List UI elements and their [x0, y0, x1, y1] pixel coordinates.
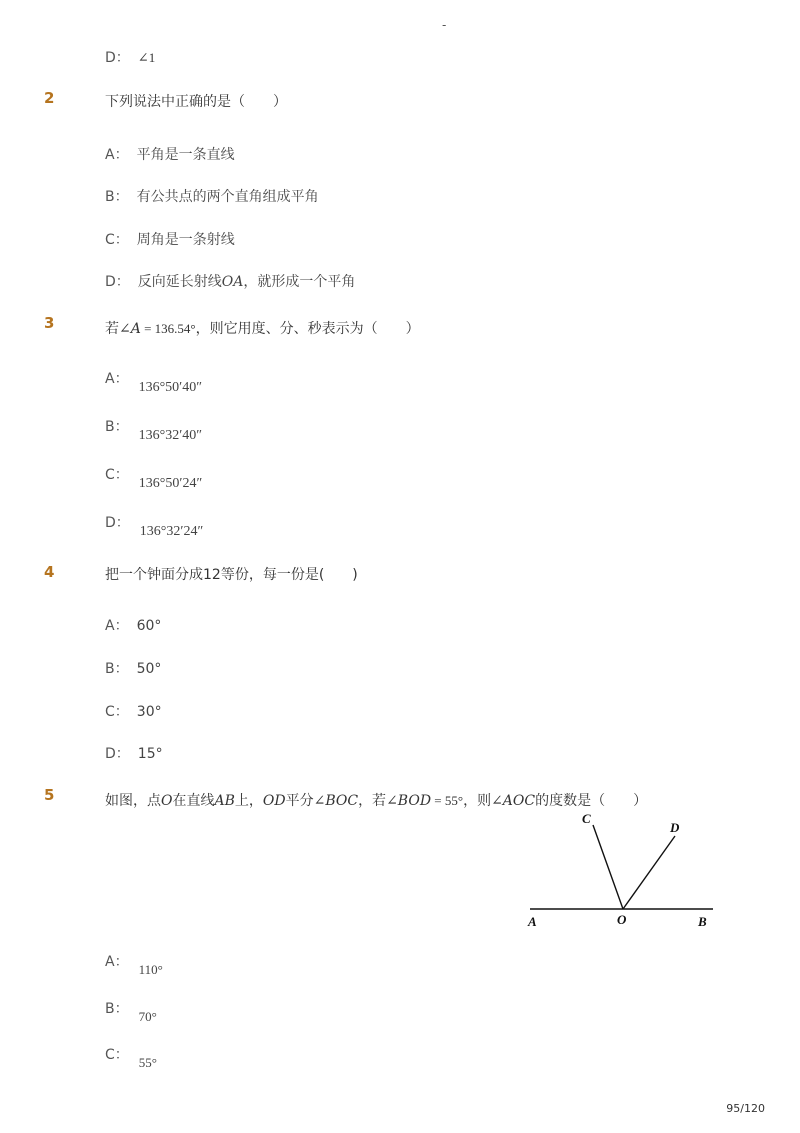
- option-text: 有公共点的两个直角组成平角: [136, 189, 319, 205]
- question-number-2: 2: [44, 89, 55, 107]
- question-text-part: 若: [105, 321, 119, 337]
- q3-option-a[interactable]: [105, 371, 203, 395]
- math-point-o: O: [161, 793, 173, 809]
- option-value: 136°32′24″: [139, 524, 204, 539]
- question-text-part: 平分: [285, 793, 314, 809]
- question-text-2: 下列说法中正确的是（ ）: [105, 94, 287, 110]
- prev-question-option-d[interactable]: [105, 47, 155, 67]
- q4-option-a[interactable]: [105, 615, 161, 635]
- question-text-part: ，若: [358, 793, 387, 809]
- q2-option-c[interactable]: [105, 229, 235, 249]
- question-text-part: 的度数是（ ）: [535, 793, 648, 809]
- q5-option-a[interactable]: [105, 955, 163, 975]
- option-label: A：: [105, 618, 129, 634]
- label-a: A: [528, 914, 537, 929]
- option-label: C：: [105, 467, 129, 483]
- option-value: 55°: [138, 1055, 157, 1070]
- option-value: 50°: [136, 661, 162, 677]
- ray-od: [623, 836, 675, 909]
- option-label: B：: [105, 189, 129, 205]
- option-label: B：: [105, 419, 129, 435]
- option-label: D：: [105, 274, 130, 290]
- angle-value: 1: [148, 50, 156, 65]
- label-c: C: [582, 811, 591, 826]
- label-b: B: [698, 914, 707, 929]
- question-text-4: 把一个钟面分成12等份，每一份是( ): [105, 567, 358, 583]
- question-text-part: ，则: [463, 793, 492, 809]
- option-value: [138, 50, 155, 65]
- option-label: D：: [105, 50, 130, 66]
- math-ray-od: OD: [262, 793, 286, 809]
- math-angle-a: ∠A: [119, 321, 141, 337]
- option-text: 平角是一条直线: [136, 147, 235, 163]
- question-text-part: 上，: [234, 793, 263, 809]
- angle-symbol: ∠: [137, 50, 149, 65]
- option-label: B：: [105, 661, 129, 677]
- math-equation: = 55°: [431, 793, 464, 808]
- math-equation: = 136.54°: [140, 321, 196, 336]
- option-label: D：: [105, 746, 130, 762]
- option-label: C：: [105, 1047, 129, 1063]
- q3-option-d[interactable]: [105, 515, 204, 539]
- q2-option-d[interactable]: [105, 271, 355, 291]
- math-angle-aoc: ∠AOC: [491, 793, 536, 809]
- option-value: 136°50′24″: [138, 476, 203, 491]
- label-o: O: [617, 912, 627, 927]
- q4-option-c[interactable]: [105, 701, 162, 721]
- q2-option-a[interactable]: [105, 144, 235, 164]
- geometry-figure: [520, 805, 730, 935]
- option-value: 60°: [136, 618, 162, 634]
- option-label: A：: [105, 954, 129, 970]
- option-value: 110°: [138, 962, 163, 977]
- q3-option-b[interactable]: [105, 419, 203, 443]
- option-label: D：: [105, 515, 130, 531]
- option-label: A：: [105, 371, 129, 387]
- question-text-part: 在直线: [172, 793, 215, 809]
- header-mark: -: [442, 18, 447, 32]
- option-value: 136°32′40″: [138, 428, 203, 443]
- option-value: 30°: [136, 704, 162, 720]
- q4-option-d[interactable]: [105, 743, 163, 763]
- option-text-part: 反向延长射线: [137, 274, 222, 290]
- math-line-ab: AB: [214, 793, 235, 809]
- ray-oc: [593, 825, 623, 909]
- page-number: 95/120: [726, 1102, 765, 1115]
- q5-option-c[interactable]: [105, 1048, 157, 1068]
- question-number-3: 3: [44, 314, 55, 332]
- option-text: [138, 274, 356, 290]
- q5-option-b[interactable]: [105, 1002, 157, 1022]
- option-value: 70°: [138, 1009, 157, 1024]
- question-number-5: 5: [44, 786, 55, 804]
- question-text-part: ，则它用度、分、秒表示为（ ）: [195, 321, 420, 337]
- math-ray-oa: OA: [221, 274, 244, 290]
- option-label: B：: [105, 1001, 129, 1017]
- option-value: 15°: [137, 746, 163, 762]
- option-text-part: ，就形成一个平角: [243, 274, 356, 290]
- question-number-4: 4: [44, 563, 55, 581]
- option-label: A：: [105, 147, 129, 163]
- q4-option-b[interactable]: [105, 658, 161, 678]
- option-text: 周角是一条射线: [136, 232, 235, 248]
- question-text-part: 如图，点: [105, 793, 161, 809]
- label-d: D: [670, 820, 680, 835]
- option-value: 136°50′40″: [138, 380, 203, 395]
- math-angle-boc: ∠BOC: [313, 793, 359, 809]
- q3-option-c[interactable]: [105, 467, 203, 491]
- q2-option-b[interactable]: [105, 186, 319, 206]
- option-label: C：: [105, 704, 129, 720]
- question-text-3: [105, 318, 420, 338]
- option-label: C：: [105, 232, 129, 248]
- math-angle-bod: ∠BOD: [386, 793, 432, 809]
